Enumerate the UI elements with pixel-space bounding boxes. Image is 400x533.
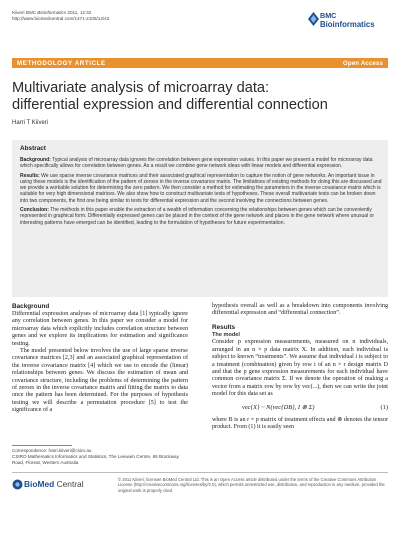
equation-1 <box>212 404 388 411</box>
abstract-conclusion-label: Conclusion: <box>20 207 49 214</box>
abstract-conclusion <box>20 207 382 226</box>
citation-header <box>12 10 109 22</box>
model-subheading: The model <box>212 331 240 338</box>
abstract-body <box>20 157 382 229</box>
abstract-background-label: Background: <box>20 157 51 163</box>
logo-journal-text: Bioinformatics <box>320 20 375 29</box>
abstract-results-label: Results: <box>20 172 40 179</box>
logo-bmc-text: BMC <box>320 11 337 20</box>
title-line-1: Multivariate analysis of microarray data: <box>12 80 270 96</box>
copyright-notice: © 2011 Kiiveri; licensee BioMed Central Ltd. This is an Open Access article distributed under the terms of the Creative Commons Attribution License (http://creativecommons.org/licenses/by/2.0), which permits unrestricted use, distribution, and reproduction in any medium, provided the original work is properly cited. <box>118 477 385 493</box>
author-affiliation: CSIRO Mathematics Informatics and Statistics, The Leeuwin Centre, 65 Brockway Road, Floreat, Western Australia <box>12 453 179 465</box>
abstract-box <box>12 140 388 297</box>
model-paragraph-continued: where B is an r × p matrix of treatment effects and ⊗ denotes the tensor product. From (1) it is easily seen <box>212 417 388 431</box>
open-access-label: Open Access <box>342 59 383 67</box>
abstract-heading: Abstract <box>20 145 46 152</box>
logo-biomed: BioMed <box>24 479 55 489</box>
bmc-logo-icon <box>308 12 319 26</box>
author-name: Harri T Kiiveri <box>12 120 49 126</box>
biomed-central-text <box>24 479 84 489</box>
title-line-2: differential expression and differential connection <box>12 97 328 113</box>
background-paragraph-1: Differential expression analyses of microarray data [1] typically ignore any correlation between genes. In this paper we consider a model for microarray data which explicitly includes correlation structure between genes and we explore its implications for estimation and significance testing. <box>12 311 188 347</box>
model-paragraph: Consider p expression measurements, measured on n individuals, arranged in an n × p data matrix X. In addition, each individual is subject to known “treatments”. We assume that individual i is subject to a treatment (combination) given by row i of an n × r design matrix D and that the p gene expression measurements for each individual have common covariance matrix Σ. If we denote the operation of making a vector from a matrix row by row by vec(...), then we can write the joint model for this data set as <box>212 339 388 398</box>
abstract-background <box>20 157 382 170</box>
biomed-central-icon <box>12 479 23 490</box>
footnote-divider <box>12 445 72 446</box>
article-type-banner <box>12 58 388 68</box>
citation-author: Kiiveri <box>12 10 26 15</box>
abstract-results-text: We use sparse inverse covariance matrices and their associated graphical representation to capture the notion of gene networks. An important issue in using these models is the identification of the pattern of zeroes in the inverse covariance matrix. The limitations of existing methods for doing this are discussed and we provide a workable solution for determining the zero pattern. We then consider a method for estimating the parameters in the inverse covariance matrix which is suitable for very high dimensional matrices. We also show how to construct multivariate tests of hypotheses. These overall multivariate tests can be broken down into two components, the first one being similar to tests for differential expression and the second involving the connections between genes. <box>20 172 382 204</box>
citation-journal: BMC Bioinformatics <box>25 10 67 15</box>
equation-number: (1) <box>380 403 388 411</box>
equation-expression: vec{X} ~ N(vec{DB}, I ⊗ Σ) <box>242 403 315 411</box>
footer-divider <box>12 472 388 473</box>
citation-volume: 2011, 12:42 <box>66 10 92 15</box>
body-left-column <box>12 303 188 415</box>
biomed-central-logo <box>12 478 92 492</box>
article-type-label: METHODOLOGY ARTICLE <box>17 59 106 67</box>
background-paragraph-2: The model presented below involves the use of large sparse inverse covariance matrices [2,3] and an associated graphical representation of the inverse covariance matrix [4] which we use to encode the (linear) relationships between genes. We discuss the estimation of mean and covariance structure, including the problems of determining the pattern of zeroes in the inverse covariance matrix and fitting the matrix to data once the pattern has been determined. For the purposes of hypothesis testing we will describe a permutation procedure [5] to test the significance of a <box>12 348 188 414</box>
journal-logo <box>308 10 390 38</box>
abstract-background-text: Typical analysis of microarray data ignores the correlation between gene expression values. In this paper we present a model for microarray data which specifically allows for correlation between genes. As a result we combine gene network ideas with linear models and differential expression. <box>20 157 373 170</box>
background-continued: hypothesis overall as well as a breakdown into components involving differential expression and “differential connection”. <box>212 303 388 317</box>
logo-central: Central <box>54 479 84 489</box>
article-url[interactable]: http://www.biomedcentral.com/1471-2105/12/42 <box>12 16 110 22</box>
abstract-results <box>20 173 382 204</box>
correspondence-footnote <box>12 448 188 465</box>
correspondence-email[interactable]: Correspondence: harri.kiiveri@csiro.au <box>12 448 92 453</box>
results-heading: Results <box>212 323 236 331</box>
article-title <box>12 80 382 114</box>
body-right-column <box>212 303 388 432</box>
background-heading: Background <box>12 303 50 310</box>
abstract-conclusion-text: The methods in this paper enable the extraction of a wealth of information concerning the relationships between genes which can be conveniently represented in graphical form. Differentially expressed genes can be placed in the context of the gene network and places in the gene network where unusual or interesting patterns have emerged can be identified, leading to the formulation of hypotheses for future experimentation. <box>20 207 375 226</box>
